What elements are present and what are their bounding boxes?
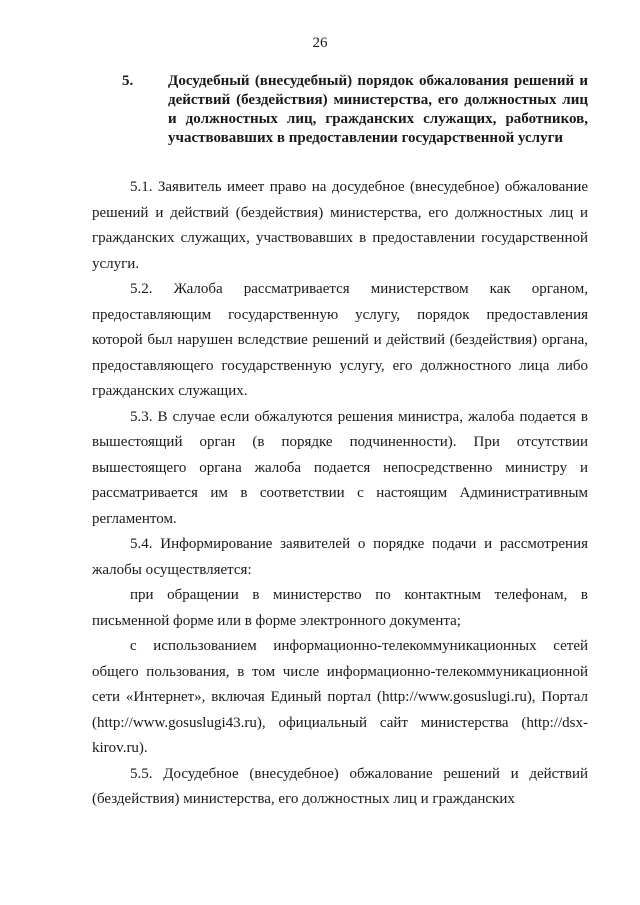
- paragraph-5-4-item-internet: с использованием информационно-телекоммуникационных сетей общего пользования, в том числе информационно-телекоммуникационной сети «Интернет», включая Единый портал (http://www.gosuslugi.ru), Портал (http://www.gosuslugi43.ru), официальный сайт министерства (http://dsx-kirov.ru).: [92, 638, 588, 756]
- page-number: 26: [312, 35, 328, 51]
- paragraph-5-4-item-phone: при обращении в министерство по контактным телефонам, в письменной форме или в форме электронного документа;: [92, 587, 588, 629]
- paragraph-5-5: 5.5. Досудебное (внесудебное) обжалование решений и действий (бездействия) министерства, его должностных лиц и гражданских: [92, 765, 588, 807]
- section-title: Досудебный (внесудебный) порядок обжалования решений и действий (бездействия) министерства, его должностных лиц и должностных лиц, гражданских служащих, работников, участвовавших в предоставлении государственной услуги: [168, 73, 588, 146]
- paragraph-5-4: 5.4. Информирование заявителей о порядке подачи и рассмотрения жалобы осуществляется:: [92, 536, 588, 578]
- document-body: [92, 175, 588, 813]
- paragraph-5-2: 5.2. Жалоба рассматривается министерством как органом, предоставляющим государственную услугу, порядок предоставления которой был нарушен вследствие решений и действий (бездействия) органа, предоставляющего государственную услугу, его должностного лица либо гражданских служащих.: [92, 281, 588, 399]
- paragraph-5-1: 5.1. Заявитель имеет право на досудебное (внесудебное) обжалование решений и действий (бездействия) министерства, его должностных лиц и гражданских служащих, участвовавших в предоставлении государственной услуги.: [92, 179, 588, 272]
- section-number: 5.: [122, 73, 134, 89]
- paragraph-5-3: 5.3. В случае если обжалуются решения министра, жалоба подается в вышестоящий орган (в порядке подчиненности). При отсутствии вышестоящего органа жалоба подается непосредственно министру и рассматривается им в соответствии с настоящим Административным регламентом.: [92, 408, 588, 527]
